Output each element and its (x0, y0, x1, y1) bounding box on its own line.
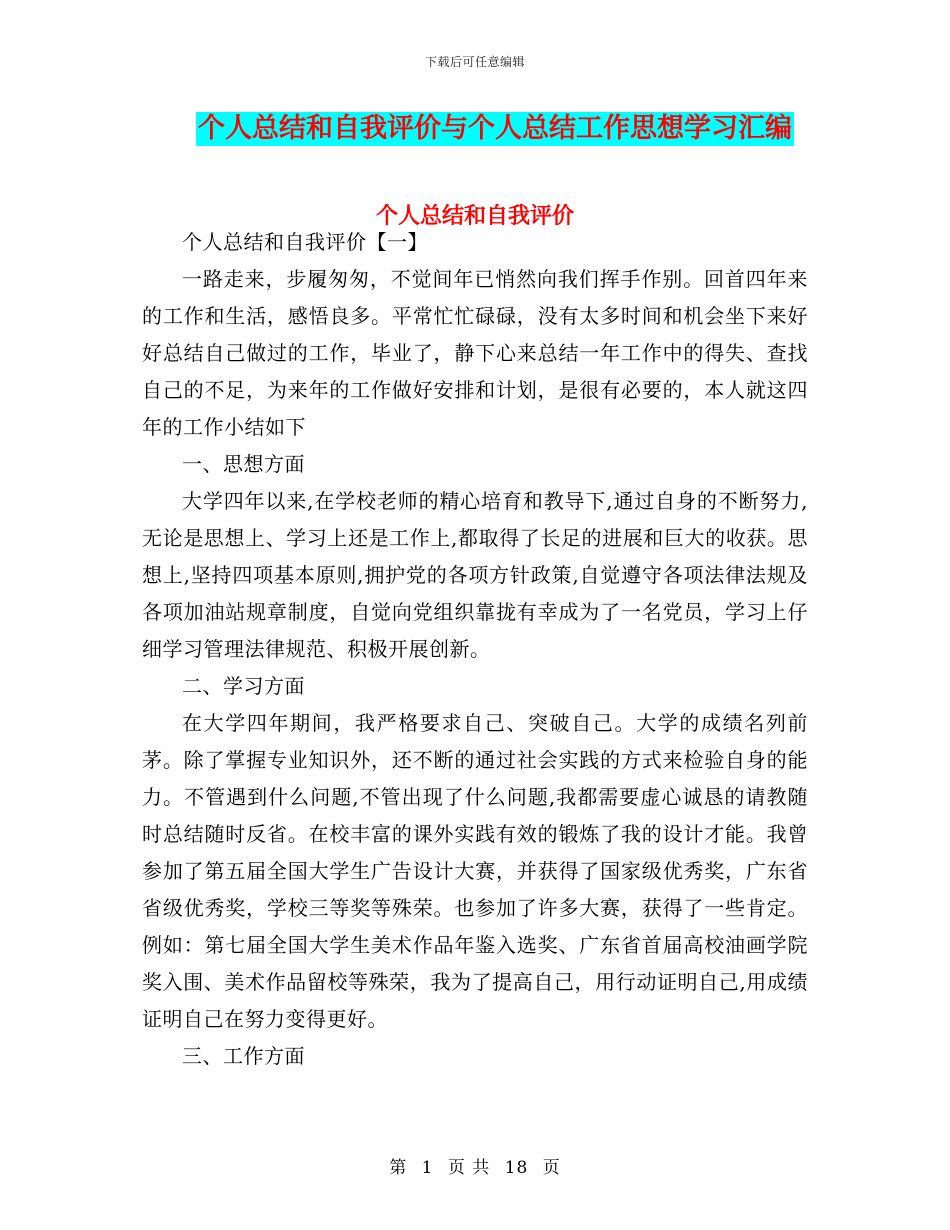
main-title: 个人总结和自我评价与个人总结工作思想学习汇编 (198, 113, 792, 144)
footer-middle: 页 共 (447, 1158, 491, 1178)
header-note: 下载后可任意编辑 (424, 55, 525, 69)
paragraph: 在大学四年期间，我严格要求自己、突破自己。大学的成绩名列前茅。除了掌握专业知识外，还不断的通过社会实践的方式来检验自身的能力。不管遇到什么问题,不管出现了什么问题,我都需要虚心诚恳的请教随时总结随时反省。在校丰富的课外实践有效的锻炼了我的设计才能。我曾参加了第五届全国大学生广告设计大赛，并获得了国家级优秀奖，广东省省级优秀奖，学校三等奖等殊荣。也参加了许多大赛，获得了一些肯定。例如：第七届全国大学生美术作品年鉴入选奖、广东省首届高校油画学院奖入围、美术作品留校等殊荣，我为了提高自己，用行动证明自己,用成绩证明自己在努力变得更好。 (142, 711, 808, 1031)
section-heading-work: 三、工作方面 (182, 1044, 305, 1068)
paragraph: 一路走来，步履匆匆，不觉间年已悄然向我们挥手作别。回首四年来的工作和生活，感悟良多。平常忙忙碌碌，没有太多时间和机会坐下来好好总结自己做过的工作，毕业了，静下心来总结一年工作中的得失、查找自己的不足，为来年的工作做好安排和计划，是很有必要的，本人就这四年的工作小结如下 (142, 267, 808, 439)
section-heading-study: 二、学习方面 (182, 674, 305, 698)
document-body (142, 224, 808, 1075)
footer-suffix: 页 (542, 1158, 561, 1178)
footer-prefix: 第 (389, 1158, 408, 1178)
section-title: 个人总结和自我评价 (375, 204, 574, 229)
footer-total-pages: 18 (504, 1158, 529, 1178)
footer-page-number: 1 (421, 1158, 434, 1178)
section-heading-thought: 一、思想方面 (182, 452, 305, 476)
paragraph-heading-1: 个人总结和自我评价【一】 (182, 230, 428, 254)
page-footer (0, 1153, 950, 1178)
main-title-container (0, 112, 950, 146)
paragraph: 大学四年以来,在学校老师的精心培育和教导下,通过自身的不断努力,无论是思想上、学习上还是工作上,都取得了长足的进展和巨大的收获。思想上,坚持四项基本原则,拥护党的各项方针政策,自觉遵守各项法律法规及各项加油站规章制度，自觉向党组织靠拢有幸成为了一名党员，学习上仔细学习管理法律规范、积极开展创新。 (142, 489, 808, 661)
